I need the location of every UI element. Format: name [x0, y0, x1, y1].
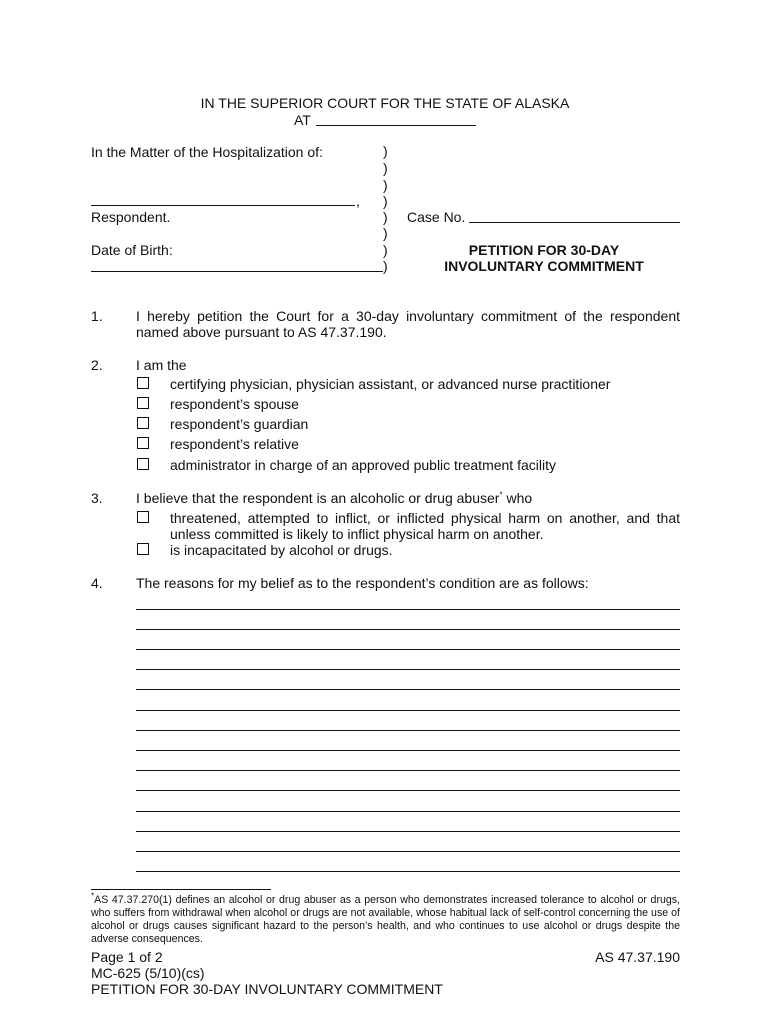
footnote — [91, 891, 680, 946]
reasons-line[interactable] — [136, 790, 680, 791]
petition-title-line1: PETITION FOR 30-DAY — [468, 242, 620, 258]
option-spouse: respondent’s spouse — [170, 396, 299, 412]
option-administrator: administrator in charge of an approved public treatment facility — [170, 457, 556, 473]
matter-label: In the Matter of the Hospitalization of: — [91, 144, 323, 160]
item-2-number: 2. — [91, 357, 103, 373]
caption-paren: ) — [383, 258, 388, 274]
caption-paren: ) — [383, 209, 388, 225]
reasons-line[interactable] — [136, 750, 680, 751]
footnote-text: AS 47.37.270(1) defines an alcohol or drug abuser as a person who demonstrates increased tolerance to alcohol or drugs, who suffers from withdrawal when alcohol or drugs are not available, whose habitual lack of self-control concerning the use of alcohol or drugs causes significant hazard to the person’s health, and who continues to use alcohol or drugs despite the adverse consequences. — [91, 894, 680, 945]
caption-paren: ) — [383, 160, 388, 176]
footnote-marker: * — [91, 891, 95, 901]
checkbox-administrator[interactable] — [137, 458, 149, 470]
respondent-label: Respondent. — [91, 209, 171, 225]
footnote-reference-marker: * — [499, 490, 503, 500]
dob-label: Date of Birth: — [91, 242, 173, 258]
form-id: MC-625 (5/10)(cs) — [91, 965, 205, 981]
case-number-label: Case No. — [407, 209, 466, 225]
respondent-name-field[interactable] — [91, 205, 355, 206]
checkbox-threatened-harm[interactable] — [137, 511, 149, 523]
reasons-line[interactable] — [136, 669, 680, 670]
statute-reference: AS 47.37.190 — [595, 949, 680, 965]
reasons-line[interactable] — [136, 871, 680, 872]
reasons-line[interactable] — [136, 629, 680, 630]
reasons-line[interactable] — [136, 609, 680, 610]
checkbox-spouse[interactable] — [137, 397, 149, 409]
option-relative: respondent’s relative — [170, 436, 299, 452]
reasons-line[interactable] — [136, 689, 680, 690]
caption-paren: ) — [383, 143, 388, 159]
footnote-divider — [91, 889, 271, 890]
checkbox-incapacitated[interactable] — [137, 543, 149, 555]
page-number: Page 1 of 2 — [91, 949, 163, 965]
name-comma: , — [356, 193, 360, 209]
item-4-text: The reasons for my belief as to the respondent’s condition are as follows: — [136, 575, 589, 591]
item-1-text: I hereby petition the Court for a 30-day involuntary commitment of the respondent named above pursuant to AS 47.37.190. — [136, 308, 680, 340]
reasons-line[interactable] — [136, 770, 680, 771]
reasons-line[interactable] — [136, 730, 680, 731]
reasons-line[interactable] — [136, 710, 680, 711]
caption-paren: ) — [383, 242, 388, 258]
reasons-line[interactable] — [136, 831, 680, 832]
item-2-lead: I am the — [136, 357, 187, 373]
item-4-number: 4. — [91, 575, 103, 591]
caption-paren: ) — [383, 193, 388, 209]
court-location-field[interactable] — [316, 125, 476, 126]
option-guardian: respondent’s guardian — [170, 416, 309, 432]
reasons-line[interactable] — [136, 649, 680, 650]
checkbox-relative[interactable] — [137, 437, 149, 449]
item-3-number: 3. — [91, 490, 103, 506]
dob-field[interactable] — [91, 271, 383, 272]
item-3-lead-text: I believe that the respondent is an alcoholic or drug abuser — [136, 490, 500, 506]
option-certifying-physician: certifying physician, physician assistant, or advanced nurse practitioner — [170, 376, 611, 392]
reasons-line[interactable] — [136, 851, 680, 852]
item-1-number: 1. — [91, 308, 103, 324]
option-threatened-harm: threatened, attempted to inflict, or inflicted physical harm on another, and that unless committed is likely to inflict physical harm on another. — [170, 510, 680, 542]
court-heading: IN THE SUPERIOR COURT FOR THE STATE OF ALASKA — [200, 95, 570, 111]
checkbox-certifying-physician[interactable] — [137, 377, 149, 389]
caption-paren: ) — [383, 177, 388, 193]
item-3-lead-tail: who — [502, 490, 533, 506]
caption-paren: ) — [383, 225, 388, 241]
item-3-lead — [136, 490, 532, 506]
reasons-line[interactable] — [136, 811, 680, 812]
checkbox-guardian[interactable] — [137, 417, 149, 429]
case-number-field[interactable] — [469, 222, 680, 223]
form-title-footer: PETITION FOR 30-DAY INVOLUNTARY COMMITMENT — [91, 981, 443, 997]
court-location-label: AT — [294, 112, 311, 128]
petition-title-line2: INVOLUNTARY COMMITMENT — [444, 258, 644, 274]
option-incapacitated: is incapacitated by alcohol or drugs. — [170, 542, 393, 558]
